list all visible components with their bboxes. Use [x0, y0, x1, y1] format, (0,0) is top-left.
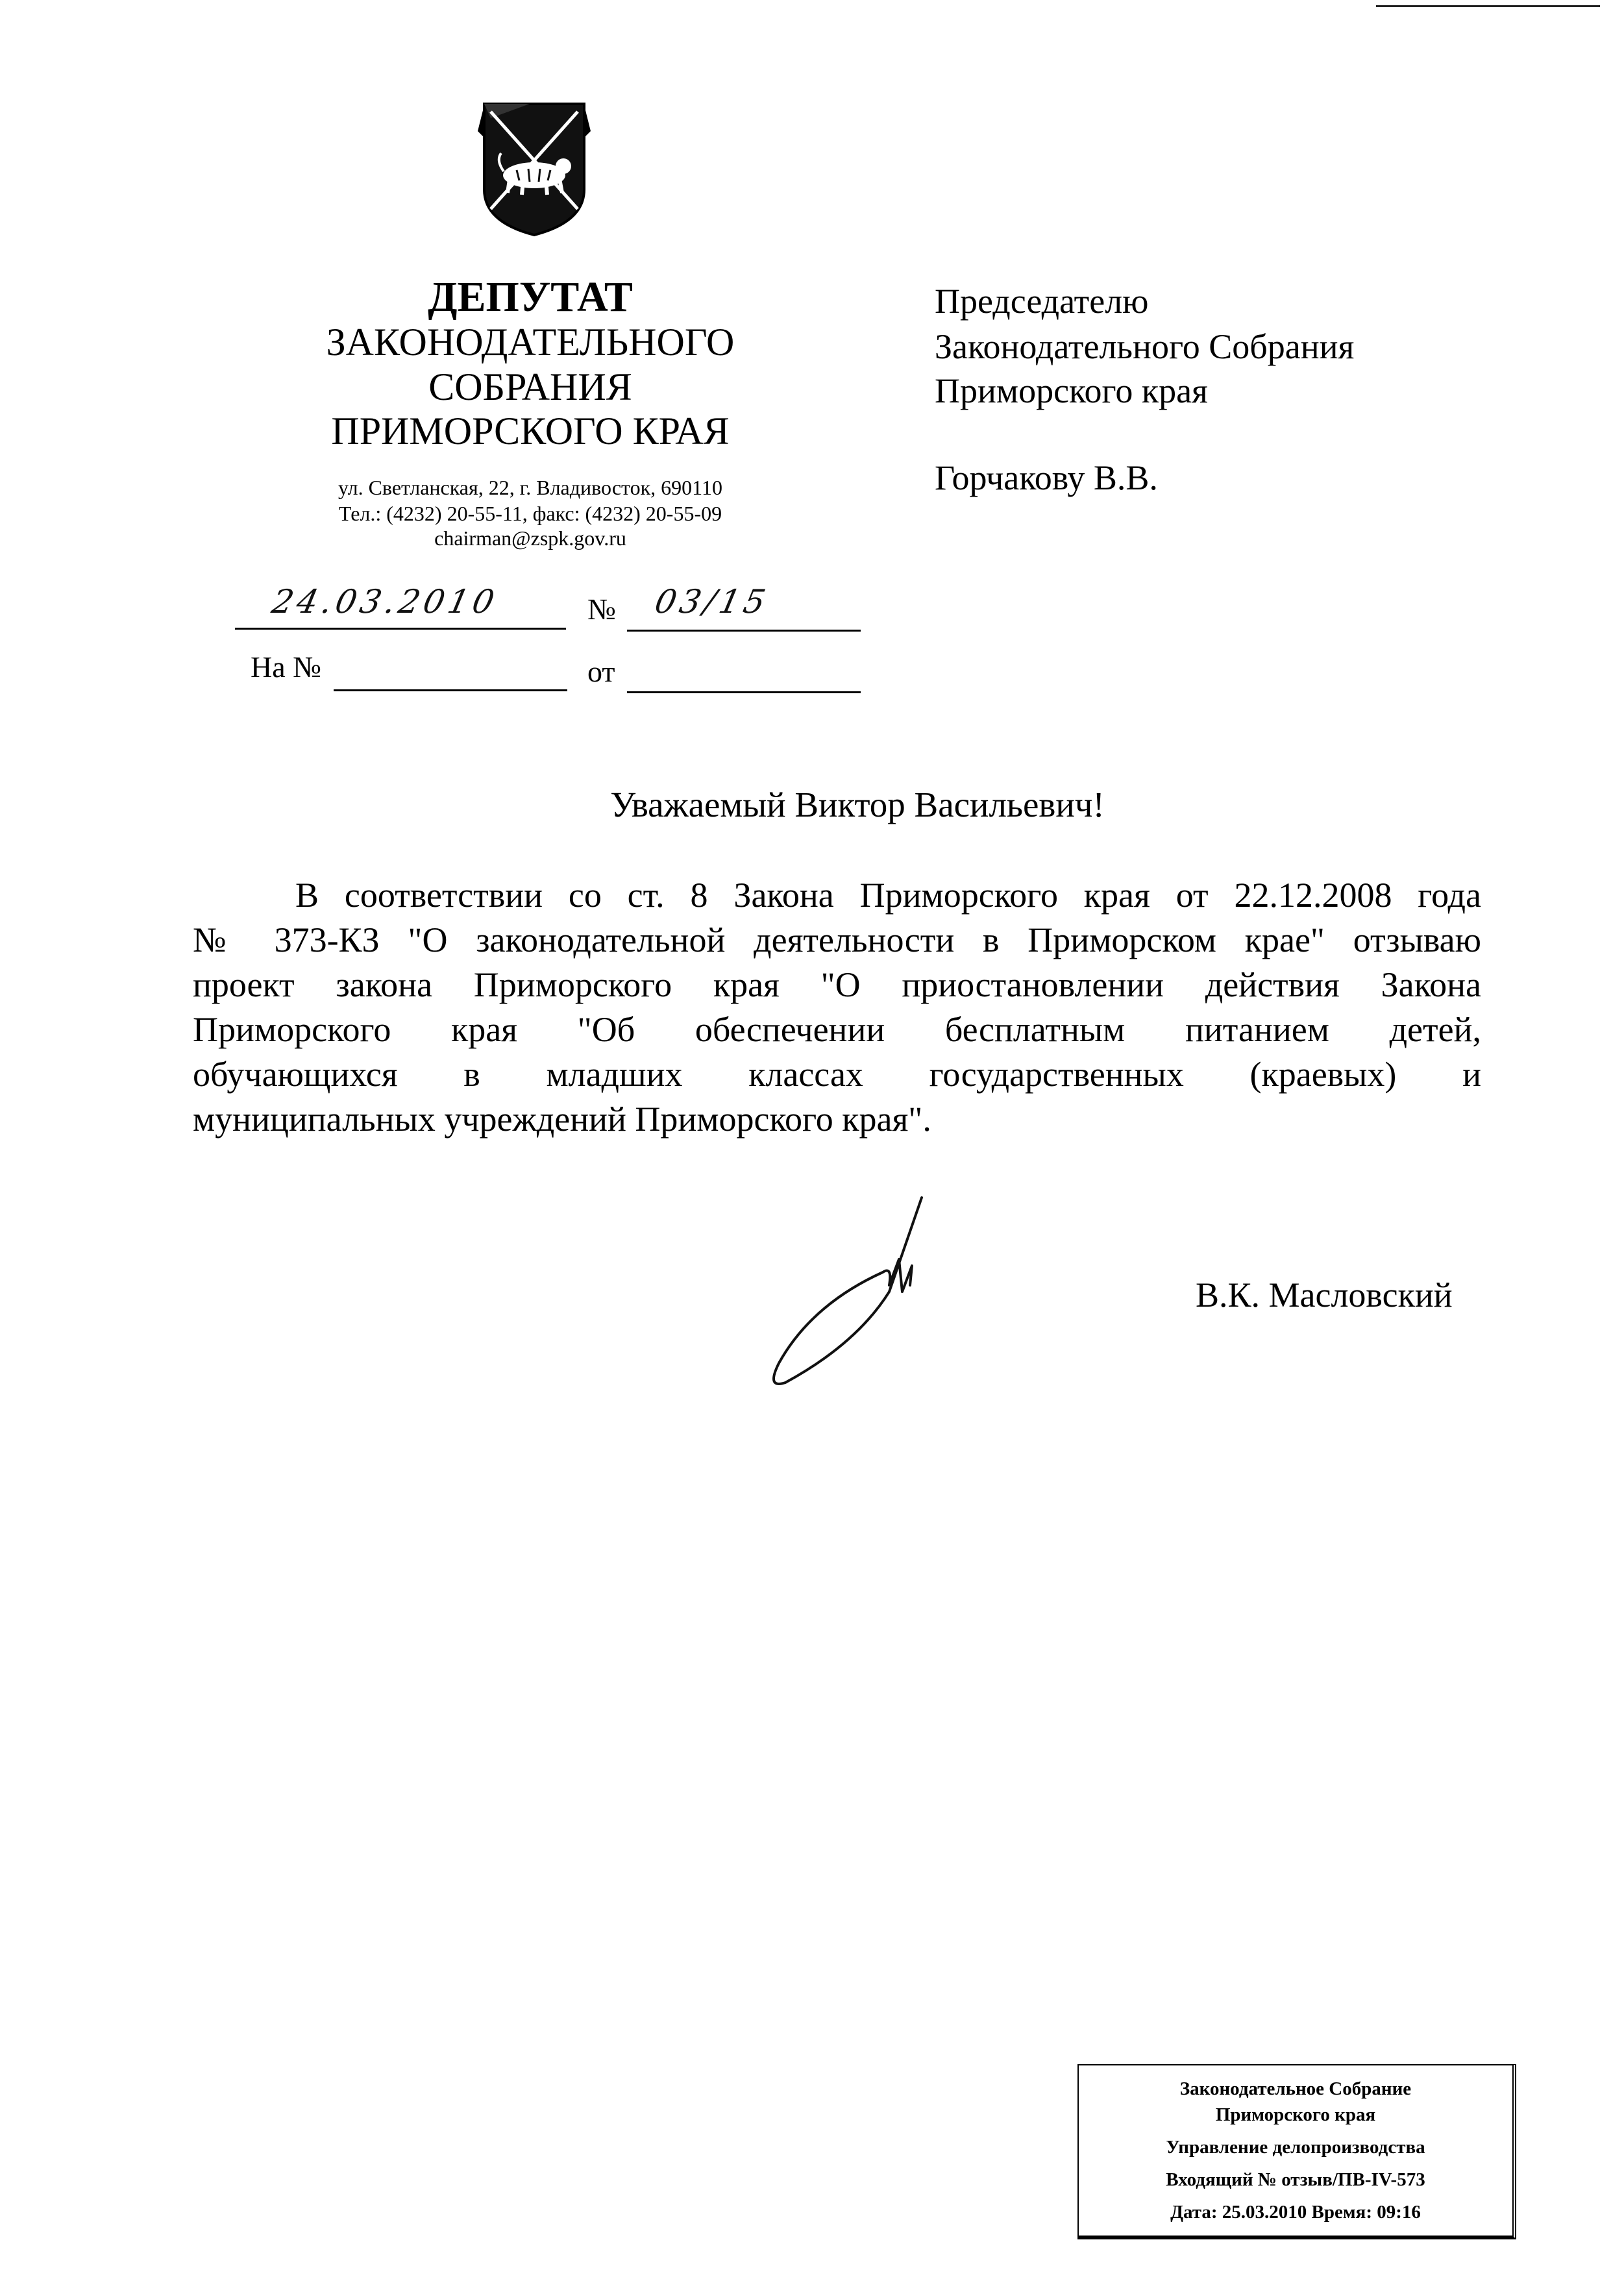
- number-label: №: [587, 593, 616, 626]
- from-label: от: [587, 655, 615, 688]
- letterhead-line3: СОБРАНИЯ: [428, 365, 632, 408]
- body-line: муниципальных учреждений Приморского края".: [193, 1100, 931, 1139]
- outgoing-number-handwritten: 03/15: [651, 583, 773, 621]
- stamp-line1: Законодательное Собрание: [1179, 2078, 1412, 2099]
- stamp-incoming-number: Входящий № отзыв/ПВ-IV-573: [1166, 2169, 1425, 2190]
- body-line: обучающихся в младших классах государственных (краевых) и: [193, 1055, 1481, 1094]
- addressee-name: Горчакову В.В.: [935, 458, 1158, 497]
- reply-number-underline: [334, 689, 567, 691]
- addressee-line1: Председателю: [935, 282, 1149, 321]
- outgoing-date-handwritten: 24.03.2010: [268, 583, 502, 621]
- letterhead-address: ул. Светланская, 22, г. Владивосток, 690110: [338, 476, 722, 499]
- coat-of-arms-emblem: [471, 99, 597, 238]
- letterhead-line2: ЗАКОНОДАТЕЛЬНОГО: [326, 321, 735, 363]
- letterhead-line4: ПРИМОРСКОГО КРАЯ: [331, 410, 730, 452]
- letterhead-title: ДЕПУТАТ: [428, 273, 633, 321]
- letter-body: [193, 873, 1481, 1142]
- scan-edge-line: [1376, 5, 1600, 7]
- stamp-line2: Приморского края: [1215, 2104, 1376, 2125]
- date-underline: [235, 628, 566, 630]
- stamp-date-time: Дата: 25.03.2010 Время: 09:16: [1170, 2202, 1421, 2223]
- salutation: Уважаемый Виктор Васильевич!: [610, 785, 1105, 824]
- addressee-line3: Приморского края: [935, 371, 1208, 410]
- from-date-underline: [627, 691, 861, 693]
- body-line: Приморского края "Об обеспечении бесплатным питанием детей,: [193, 1010, 1481, 1049]
- addressee-line2: Законодательного Собрания: [935, 327, 1355, 366]
- body-line: В соответствии со ст. 8 Закона Приморского края от 22.12.2008 года: [295, 876, 1481, 915]
- handwritten-signature: [759, 1194, 935, 1389]
- body-line: проект закона Приморского края "О приостановлении действия Закона: [193, 965, 1481, 1004]
- number-underline: [627, 630, 861, 632]
- incoming-registration-stamp: [1077, 2064, 1516, 2239]
- stamp-line3: Управление делопроизводства: [1166, 2137, 1425, 2158]
- letterhead-phone: Тел.: (4232) 20-55-11, факс: (4232) 20-55-09: [338, 502, 722, 525]
- signer-name: В.К. Масловский: [1196, 1275, 1453, 1314]
- body-line: № 373-КЗ "О законодательной деятельности в Приморском крае" отзываю: [193, 920, 1481, 959]
- reply-number-label: На №: [251, 650, 322, 684]
- letterhead-email: chairman@zspk.gov.ru: [434, 526, 626, 550]
